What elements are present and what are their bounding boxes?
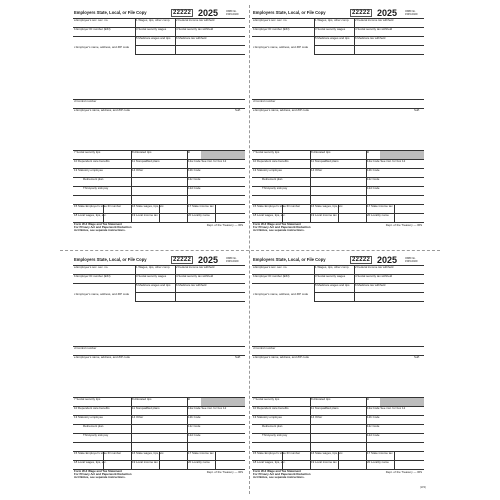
retirement-plan-label: Retirement plan <box>83 177 104 181</box>
form-code: 22222 <box>173 257 192 263</box>
footer-line-1: Form W-2 Wage and Tax Statement <box>253 469 301 473</box>
footer-line-3: Act Notice, see separate instructions. <box>253 228 305 233</box>
box-14-label: 14 Other <box>311 168 323 172</box>
box-12b-label: 12b Code <box>188 415 201 419</box>
box-a-label: a Employee's soc. sec. no. <box>74 265 109 269</box>
box-8-label: 8 Allocated tips <box>311 397 331 401</box>
omb-number <box>226 257 238 263</box>
box-12c-label: 12c Code <box>367 177 380 181</box>
third-party-sick-pay-label: Third-party sick pay <box>262 186 288 190</box>
box-9-label: 9 <box>367 150 369 154</box>
treasury-label: Dept. of the Treasury — IRS <box>206 470 243 474</box>
box-12c-label: 12c Code <box>367 424 380 428</box>
form-year: 2025 <box>377 255 398 265</box>
box-10-label: 10 Dependent care benefits <box>74 159 110 163</box>
box-12b-label: 12b Code <box>188 168 201 172</box>
box-9-label: 9 <box>188 150 190 154</box>
omb-value: 1545-0029 <box>226 13 239 16</box>
box-19-label: 19 Local income tax <box>132 460 158 464</box>
footer-line-2: For Privacy Act and Paperwork Reduction <box>74 472 132 477</box>
box-15-label: 15 State Employer's state ID number <box>253 204 301 208</box>
box-15-label: 15 State Employer's state ID number <box>74 204 122 208</box>
box-18-label: 18 Local wages, tips, etc. <box>253 460 286 464</box>
form-title: Employers State, Local, or File Copy <box>253 257 326 262</box>
box-17-label: 17 State income tax <box>367 451 393 455</box>
footer-line-1: Form W-2 Wage and Tax Statement <box>253 222 301 226</box>
box-12a-label: 12a Code See inst. for box 12 <box>188 159 227 163</box>
box-3-label: 3 Social security wages <box>315 274 346 278</box>
treasury-label: Dept. of the Treasury — IRS <box>385 223 422 227</box>
box-11-label: 11 Nonqualified plans <box>311 159 339 163</box>
box-8-label: 8 Allocated tips <box>311 150 331 154</box>
box-9-label: 9 <box>188 397 190 401</box>
box-14-label: 14 Other <box>311 415 323 419</box>
box-13-label: 13 Statutory employee <box>74 168 103 172</box>
box-2-label: 2 Federal income tax withheld <box>355 265 394 269</box>
footer-line-1: Form W-2 Wage and Tax Statement <box>74 222 122 226</box>
box-12a-label: 12a Code See inst. for box 12 <box>367 406 406 410</box>
omb-value: 1545-0029 <box>405 13 418 16</box>
form-year: 2025 <box>377 8 398 18</box>
w2-form <box>73 256 245 484</box>
box-19-label: 19 Local income tax <box>311 213 337 217</box>
box-9-shade <box>201 151 245 160</box>
omb-number <box>405 257 417 263</box>
footer-line-2: For Privacy Act and Paperwork Reduction <box>253 472 311 477</box>
box-12a-label: 12a Code See inst. for box 12 <box>188 406 227 410</box>
omb-value: 1545-0029 <box>405 260 418 263</box>
box-12a-label: 12a Code See inst. for box 12 <box>367 159 406 163</box>
box-13-label: 13 Statutory employee <box>253 168 282 172</box>
box-e-label: e Employee's name, address, and ZIP code <box>74 108 130 112</box>
box-6-label: 6 Medicare tax withheld <box>355 36 386 40</box>
omb-label: OMB No. <box>405 257 416 260</box>
form-title: Employers State, Local, or File Copy <box>253 10 326 15</box>
box-14-label: 14 Other <box>132 415 144 419</box>
omb-number <box>405 10 417 16</box>
box-c-label: c Employer's name, address, and ZIP code <box>74 292 130 296</box>
box-7-label: 7 Social security tips <box>74 150 101 154</box>
box-1-label: 1 Wages, tips, other comp. <box>315 18 350 22</box>
box-12c-label: 12c Code <box>188 424 201 428</box>
third-party-sick-pay-label: Third-party sick pay <box>262 433 288 437</box>
box-e-label: e Employee's name, address, and ZIP code <box>253 108 309 112</box>
box-3-label: 3 Social security wages <box>136 27 167 31</box>
box-16-label: 16 State wages, tips, etc. <box>311 451 344 455</box>
box-6-label: 6 Medicare tax withheld <box>176 36 207 40</box>
box-20-label: 20 Locality name <box>188 460 210 464</box>
box-16-label: 16 State wages, tips, etc. <box>132 451 165 455</box>
form-footer <box>253 470 311 480</box>
form-title: Employers State, Local, or File Copy <box>74 257 147 262</box>
box-15-label: 15 State Employer's state ID number <box>74 451 122 455</box>
box-1-label: 1 Wages, tips, other comp. <box>136 265 171 269</box>
retirement-plan-label: Retirement plan <box>262 424 283 428</box>
suff-label: Suff. <box>235 355 241 359</box>
box-9-shade <box>201 398 245 407</box>
box-c-label: c Employer's name, address, and ZIP code <box>253 45 309 49</box>
box-12d-label: 12d Code <box>188 186 201 190</box>
footer-line-2: For Privacy Act and Paperwork Reduction <box>74 225 132 230</box>
footer-line-3: Act Notice, see separate instructions. <box>74 228 126 233</box>
box-17-label: 17 State income tax <box>188 451 214 455</box>
box-4-label: 4 Social security tax withheld <box>355 274 393 278</box>
box-d-label: d Control number <box>253 99 276 103</box>
box-16-label: 16 State wages, tips, etc. <box>132 204 165 208</box>
suff-label: Suff. <box>235 108 241 112</box>
box-7-label: 7 Social security tips <box>253 397 280 401</box>
horizontal-perforation <box>60 250 440 251</box>
box-1-label: 1 Wages, tips, other comp. <box>315 265 350 269</box>
box-20-label: 20 Locality name <box>367 460 389 464</box>
form-year: 2025 <box>198 255 219 265</box>
box-18-label: 18 Local wages, tips, etc. <box>74 213 107 217</box>
form-year: 2025 <box>198 8 219 18</box>
box-20-label: 20 Locality name <box>367 213 389 217</box>
box-13-label: 13 Statutory employee <box>253 415 282 419</box>
retirement-plan-label: Retirement plan <box>262 177 283 181</box>
box-b-label: b Employer ID number (EIN) <box>74 274 111 278</box>
form-title: Employers State, Local, or File Copy <box>74 10 147 15</box>
box-12d-label: 12d Code <box>188 433 201 437</box>
box-18-label: 18 Local wages, tips, etc. <box>74 460 107 464</box>
suff-label: Suff. <box>414 108 420 112</box>
box-b-label: b Employer ID number (EIN) <box>253 27 290 31</box>
footer-line-3: Act Notice, see separate instructions. <box>74 475 126 480</box>
box-19-label: 19 Local income tax <box>132 213 158 217</box>
box-12d-label: 12d Code <box>367 186 380 190</box>
box-9-label: 9 <box>367 397 369 401</box>
box-a-label: a Employee's soc. sec. no. <box>253 18 288 22</box>
box-3-label: 3 Social security wages <box>315 27 346 31</box>
form-footer <box>74 223 132 233</box>
box-13-label: 13 Statutory employee <box>74 415 103 419</box>
box-b-label: b Employer ID number (EIN) <box>74 27 111 31</box>
box-12d-label: 12d Code <box>367 433 380 437</box>
box-10-label: 10 Dependent care benefits <box>74 406 110 410</box>
footer-line-3: Act Notice, see separate instructions. <box>253 475 305 480</box>
omb-number <box>226 10 238 16</box>
box-18-label: 18 Local wages, tips, etc. <box>253 213 286 217</box>
box-6-label: 6 Medicare tax withheld <box>355 283 386 287</box>
retirement-plan-label: Retirement plan <box>83 424 104 428</box>
footer-line-1: Form W-2 Wage and Tax Statement <box>74 469 122 473</box>
box-19-label: 19 Local income tax <box>311 460 337 464</box>
box-8-label: 8 Allocated tips <box>132 150 152 154</box>
box-14-label: 14 Other <box>132 168 144 172</box>
box-a-label: a Employee's soc. sec. no. <box>253 265 288 269</box>
box-15-label: 15 State Employer's state ID number <box>253 451 301 455</box>
box-12b-label: 12b Code <box>367 168 380 172</box>
box-10-label: 10 Dependent care benefits <box>253 159 289 163</box>
box-7-label: 7 Social security tips <box>74 397 101 401</box>
omb-value: 1545-0029 <box>226 260 239 263</box>
box-12b-label: 12b Code <box>367 415 380 419</box>
box-16-label: 16 State wages, tips, etc. <box>311 204 344 208</box>
box-4-label: 4 Social security tax withheld <box>355 27 393 31</box>
box-9-shade <box>380 398 424 407</box>
box-4-label: 4 Social security tax withheld <box>176 27 214 31</box>
w2-form <box>252 9 424 237</box>
box-11-label: 11 Nonqualified plans <box>132 159 160 163</box>
box-1-label: 1 Wages, tips, other comp. <box>136 18 171 22</box>
box-d-label: d Control number <box>253 346 276 350</box>
box-11-label: 11 Nonqualified plans <box>132 406 160 410</box>
box-d-label: d Control number <box>74 99 97 103</box>
treasury-label: Dept. of the Treasury — IRS <box>385 470 422 474</box>
box-c-label: c Employer's name, address, and ZIP code <box>253 292 309 296</box>
omb-label: OMB No. <box>405 10 416 13</box>
box-b-label: b Employer ID number (EIN) <box>253 274 290 278</box>
box-17-label: 17 State income tax <box>367 204 393 208</box>
box-e-label: e Employee's name, address, and ZIP code <box>74 355 130 359</box>
box-8-label: 8 Allocated tips <box>132 397 152 401</box>
box-2-label: 2 Federal income tax withheld <box>176 265 215 269</box>
form-footer <box>253 223 311 233</box>
w2-form <box>73 9 245 237</box>
box-20-label: 20 Locality name <box>188 213 210 217</box>
treasury-label: Dept. of the Treasury — IRS <box>206 223 243 227</box>
third-party-sick-pay-label: Third-party sick pay <box>83 186 109 190</box>
box-11-label: 11 Nonqualified plans <box>311 406 339 410</box>
footer-line-2: For Privacy Act and Paperwork Reduction <box>253 225 311 230</box>
form-footer <box>74 470 132 480</box>
box-d-label: d Control number <box>74 346 97 350</box>
box-10-label: 10 Dependent care benefits <box>253 406 289 410</box>
third-party-sick-pay-label: Third-party sick pay <box>83 433 109 437</box>
omb-label: OMB No. <box>226 257 237 260</box>
suff-label: Suff. <box>414 355 420 359</box>
box-17-label: 17 State income tax <box>188 204 214 208</box>
form-code: 22222 <box>352 257 371 263</box>
box-7-label: 7 Social security tips <box>253 150 280 154</box>
box-5-label: 5 Medicare wages and tips <box>315 283 350 287</box>
box-4-label: 4 Social security tax withheld <box>176 274 214 278</box>
box-c-label: c Employer's name, address, and ZIP code <box>74 45 130 49</box>
form-code: 22222 <box>352 10 371 16</box>
box-3-label: 3 Social security wages <box>136 274 167 278</box>
box-6-label: 6 Medicare tax withheld <box>176 283 207 287</box>
form-code: 22222 <box>173 10 192 16</box>
page-code: (W2) <box>420 485 427 489</box>
omb-label: OMB No. <box>226 10 237 13</box>
w2-form <box>252 256 424 484</box>
box-e-label: e Employee's name, address, and ZIP code <box>253 355 309 359</box>
box-5-label: 5 Medicare wages and tips <box>136 283 171 287</box>
box-2-label: 2 Federal income tax withheld <box>176 18 215 22</box>
box-5-label: 5 Medicare wages and tips <box>315 36 350 40</box>
box-12c-label: 12c Code <box>188 177 201 181</box>
box-9-shade <box>380 151 424 160</box>
box-2-label: 2 Federal income tax withheld <box>355 18 394 22</box>
box-5-label: 5 Medicare wages and tips <box>136 36 171 40</box>
box-a-label: a Employee's soc. sec. no. <box>74 18 109 22</box>
